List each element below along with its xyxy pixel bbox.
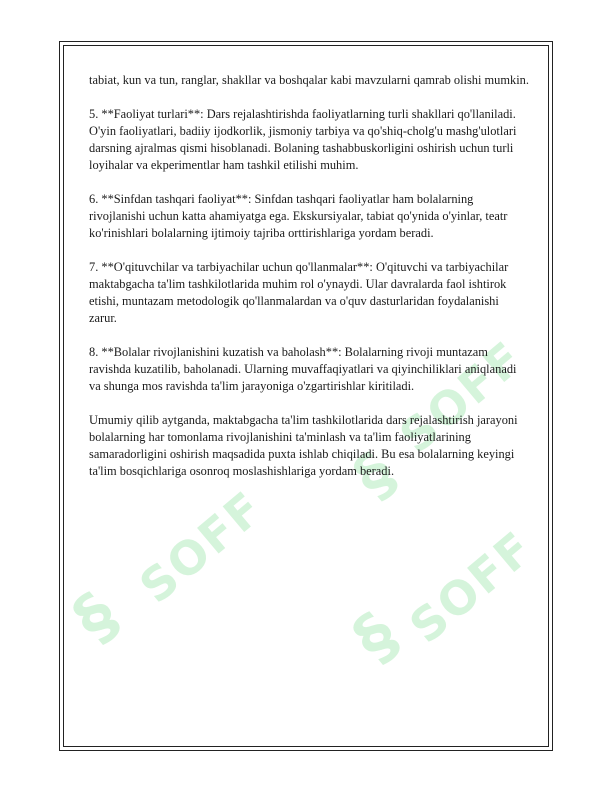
paragraph-conclusion: Umumiy qilib aytganda, maktabgacha ta'lim tashkilotlarida dars rejalashtirish jarayoni bolalarning har tomonlama rivojlanishini ta'minlash va ta'lim faoliyatlarining samaradorligini oshirish maqsadida puxta ishlab chiqiladi. Bu esa bolalarning keyingi ta'lim bosqichlariga osonroq moslashishlariga yordam beradi. [89,413,518,478]
document-body [89,72,529,497]
watermark-logo-icon: § [341,437,411,513]
paragraph-teacher-guides: 7. **O'qituvchilar va tarbiyachilar uchun qo'llanmalar**: O'qituvchi va tarbiyachilar maktabgacha ta'lim tashkilotlarida muhim rol o'ynaydi. Ular davralarda faol ishtirok etishi, muntazam metodologik qo'llanmalardan va o'quv dasturlaridan foydalanishi zarur. [89,260,509,325]
watermark-text-1: SOFF [129,480,274,614]
watermark-logo-icon: § [340,597,414,677]
watermark-logo-icon: § [60,577,134,657]
watermark-text-3: SOFF [389,330,534,464]
paragraph-continuation: tabiat, kun va tun, ranglar, shakllar va boshqalar kabi mavzularni qamrab olishi mumkin. [89,73,529,87]
paragraph-extracurricular: 6. **Sinfdan tashqari faoliyat**: Sinfdan tashqari faoliyatlar ham bolalarning rivojlanishi uchun katta ahamiyatga ega. Ekskursiyalar, tabiat qo'ynida o'yinlar, teatr ko'rinishlari bolalarning ijtimoiy tajriba orttirishlariga yordam beradi. [89,192,508,240]
watermark-text-2: SOFF [399,520,544,654]
paragraph-child-assessment: 8. **Bolalar rivojlanishini kuzatish va baholash**: Bolalarning rivoji muntazam ravishda kuzatilib, baholanadi. Ularning muvaffaqiyatlari va qiyinchiliklari aniqlanadi va shunga mos ravishda ta'lim jarayoniga o'zgartirishlar kiritiladi. [89,345,517,393]
paragraph-activity-types: 5. **Faoliyat turlari**: Dars rejalashtirishda faoliyatlarning turli shakllari qo'llaniladi. O'yin faoliyatlari, badiiy ijodkorlik, jismoniy tarbiya va qo'shiq-cholg'u mashg'ulotlari darsning ajralmas qismi hisoblanadi. Bolaning tashabbuskorligini oshirish uchun turli loyihalar va ekperimentlar ham tashkil etilishi muhim. [89,107,517,172]
